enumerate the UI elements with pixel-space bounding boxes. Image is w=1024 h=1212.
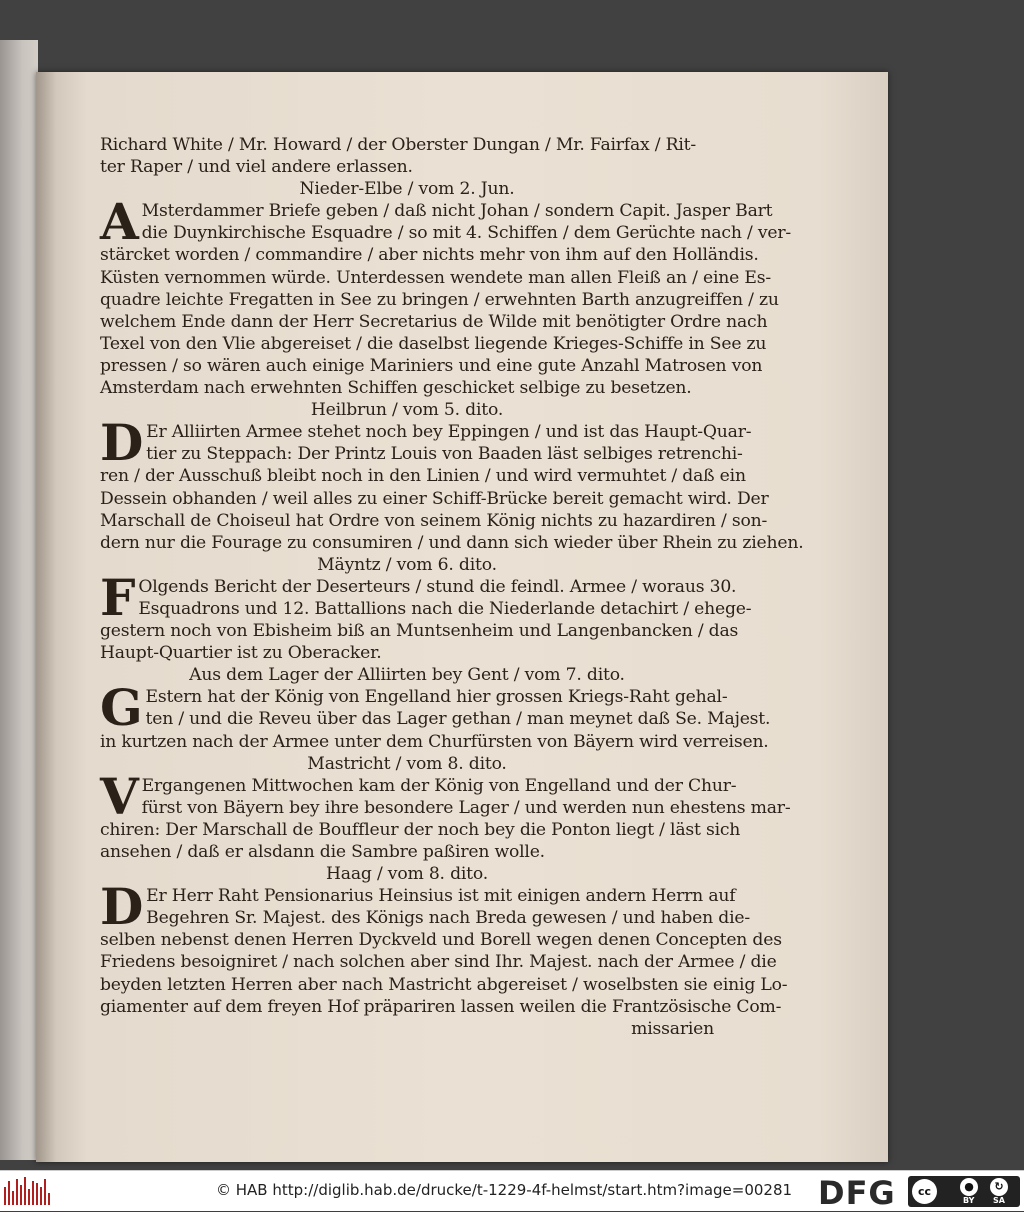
previous-page-edge: [0, 40, 38, 1160]
text-line: gestern noch von Ebisheim biß an Muntsenheim und Langenbancken / das: [100, 621, 739, 642]
cc-license-badge[interactable]: [908, 1176, 1020, 1207]
drop-initial: V: [100, 766, 139, 826]
text-line: Dessein obhanden / weil alles zu einer Schiff-Brücke bereit gemacht wird. Der: [100, 488, 769, 509]
text-line: Haupt-Quartier ist zu Oberacker.: [100, 643, 382, 664]
cc-sa-label: SA: [993, 1196, 1005, 1205]
footer-bar: [0, 1170, 1024, 1211]
text-line-content: Ergangenen Mittwochen kam der König von Engelland und der Chur-: [141, 775, 737, 796]
text-line: ter Raper / und viel andere erlassen.: [100, 157, 413, 178]
section-heading: Aus dem Lager der Alliirten bey Gent / vom 7. dito.: [189, 665, 625, 686]
text-line: fürst von Bäyern bey ihre besondere Lager / und werden nun ehestens mar-: [141, 797, 791, 818]
section-heading: Haag / vom 8. dito.: [326, 864, 488, 885]
text-line: Amsterdam nach erwehnten Schiffen geschicket selbige zu besetzen.: [100, 378, 692, 399]
text-line: pressen / so wären auch einige Mariniers und eine gute Anzahl Matrosen von: [100, 355, 763, 376]
text-line: Marschall de Choiseul hat Ordre von seinem König nichts zu hazardiren / son-: [100, 510, 768, 531]
page-text: [100, 134, 804, 1040]
text-line: Texel von den Vlie abgereiset / die daselbst liegende Krieges-Schiffe in See zu: [100, 333, 767, 354]
library-logo-icon: [4, 1177, 50, 1205]
drop-initial: D: [100, 413, 144, 473]
text-line: ten / und die Reveu über das Lager gethan / man meynet daß Se. Majest.: [145, 709, 771, 730]
text-line: stärcket worden / commandire / aber nichts mehr von ihm auf den Holländis.: [100, 245, 759, 266]
text-line-content: Er Alliirten Armee stehet noch bey Eppingen / und ist das Haupt-Quar-: [146, 422, 752, 443]
text-line: beyden letzten Herren aber nach Mastricht abgereiset / woselbsten sie einig Lo-: [100, 974, 788, 995]
text-line: Begehren Sr. Majest. des Königs nach Breda gewesen / und haben die-: [146, 908, 750, 929]
text-line: in kurtzen nach der Armee unter dem Churfürsten von Bäyern wird verreisen.: [100, 731, 769, 752]
cc-icon: cc: [912, 1179, 937, 1204]
text-line: ansehen / daß er alsdann die Sambre paßiren wolle.: [100, 842, 545, 862]
text-line: welchem Ende dann der Herr Secretarius de Wilde mit benötigter Ordre nach: [100, 311, 768, 332]
text-line: tier zu Steppach: Der Printz Louis von Baaden läst selbiges retrenchi-: [146, 444, 743, 465]
text-line-content: Msterdammer Briefe geben / daß nicht Johan / sondern Capit. Jasper Bart: [141, 201, 773, 222]
text-line: Esquadrons und 12. Battallions nach die Niederlande detachirt / ehege-: [138, 598, 752, 619]
text-line: giamenter auf dem freyen Hof präpariren lassen weilen die Frantzösische Com-: [100, 996, 782, 1017]
text-line-content: Estern hat der König von Engelland hier grossen Kriegs-Raht gehal-: [145, 687, 728, 708]
cc-by-label: BY: [963, 1196, 975, 1205]
text-line: quadre leichte Fregatten in See zu bringen / erwehnten Barth anzugreiffen / zu: [100, 289, 779, 310]
section-heading: Mastricht / vom 8. dito.: [307, 753, 507, 774]
text-line-content: Olgends Bericht der Deserteurs / stund die feindl. Armee / woraus 30.: [138, 576, 737, 597]
text-line: Richard White / Mr. Howard / der Oberster Dungan / Mr. Fairfax / Rit-: [100, 135, 696, 155]
attribution-icon: ●: [960, 1178, 978, 1196]
text-line-content: Er Herr Raht Pensionarius Heinsius ist mit einigen andern Herrn auf: [146, 886, 736, 907]
source-credit-link[interactable]: © HAB http://diglib.hab.de/drucke/t-1229-4f-helmst/start.htm?image=00281: [216, 1181, 793, 1199]
catchword: missarien: [631, 1018, 714, 1039]
page-gutter-shadow: [36, 72, 56, 1162]
section-heading: Mäyntz / vom 6. dito.: [317, 554, 497, 575]
dfg-logo: DFG: [818, 1174, 896, 1212]
drop-initial: F: [100, 567, 136, 627]
text-line: die Duynkirchische Esquadre / so mit 4. Schiffen / dem Gerüchte nach / ver-: [141, 223, 791, 244]
share-alike-icon: ↻: [990, 1178, 1008, 1196]
section-heading: Heilbrun / vom 5. dito.: [310, 400, 504, 421]
text-line: dern nur die Fourage zu consumiren / und dann sich wieder über Rhein zu ziehen.: [100, 532, 804, 553]
drop-initial: D: [100, 877, 144, 937]
text-line: chiren: Der Marschall de Boufflеur der noch bey die Ponton liegt / läst sich: [100, 819, 741, 840]
drop-initial: A: [100, 192, 139, 252]
section-heading: Nieder-Elbe / vom 2. Jun.: [299, 179, 515, 200]
text-line: selben nebenst denen Herren Dyckveld und Borell wegen denen Concepten des: [100, 930, 782, 951]
drop-initial: G: [100, 678, 143, 738]
text-line: ren / der Ausschuß bleibt noch in den Linien / und wird vermuhtet / daß ein: [100, 466, 746, 487]
text-line: Friedens besoigniret / nach solchen aber sind Ihr. Majest. nach der Armee / die: [100, 952, 777, 973]
text-line: Küsten vernommen würde. Unterdessen wendete man allen Fleiß an / eine Es-: [100, 267, 771, 288]
